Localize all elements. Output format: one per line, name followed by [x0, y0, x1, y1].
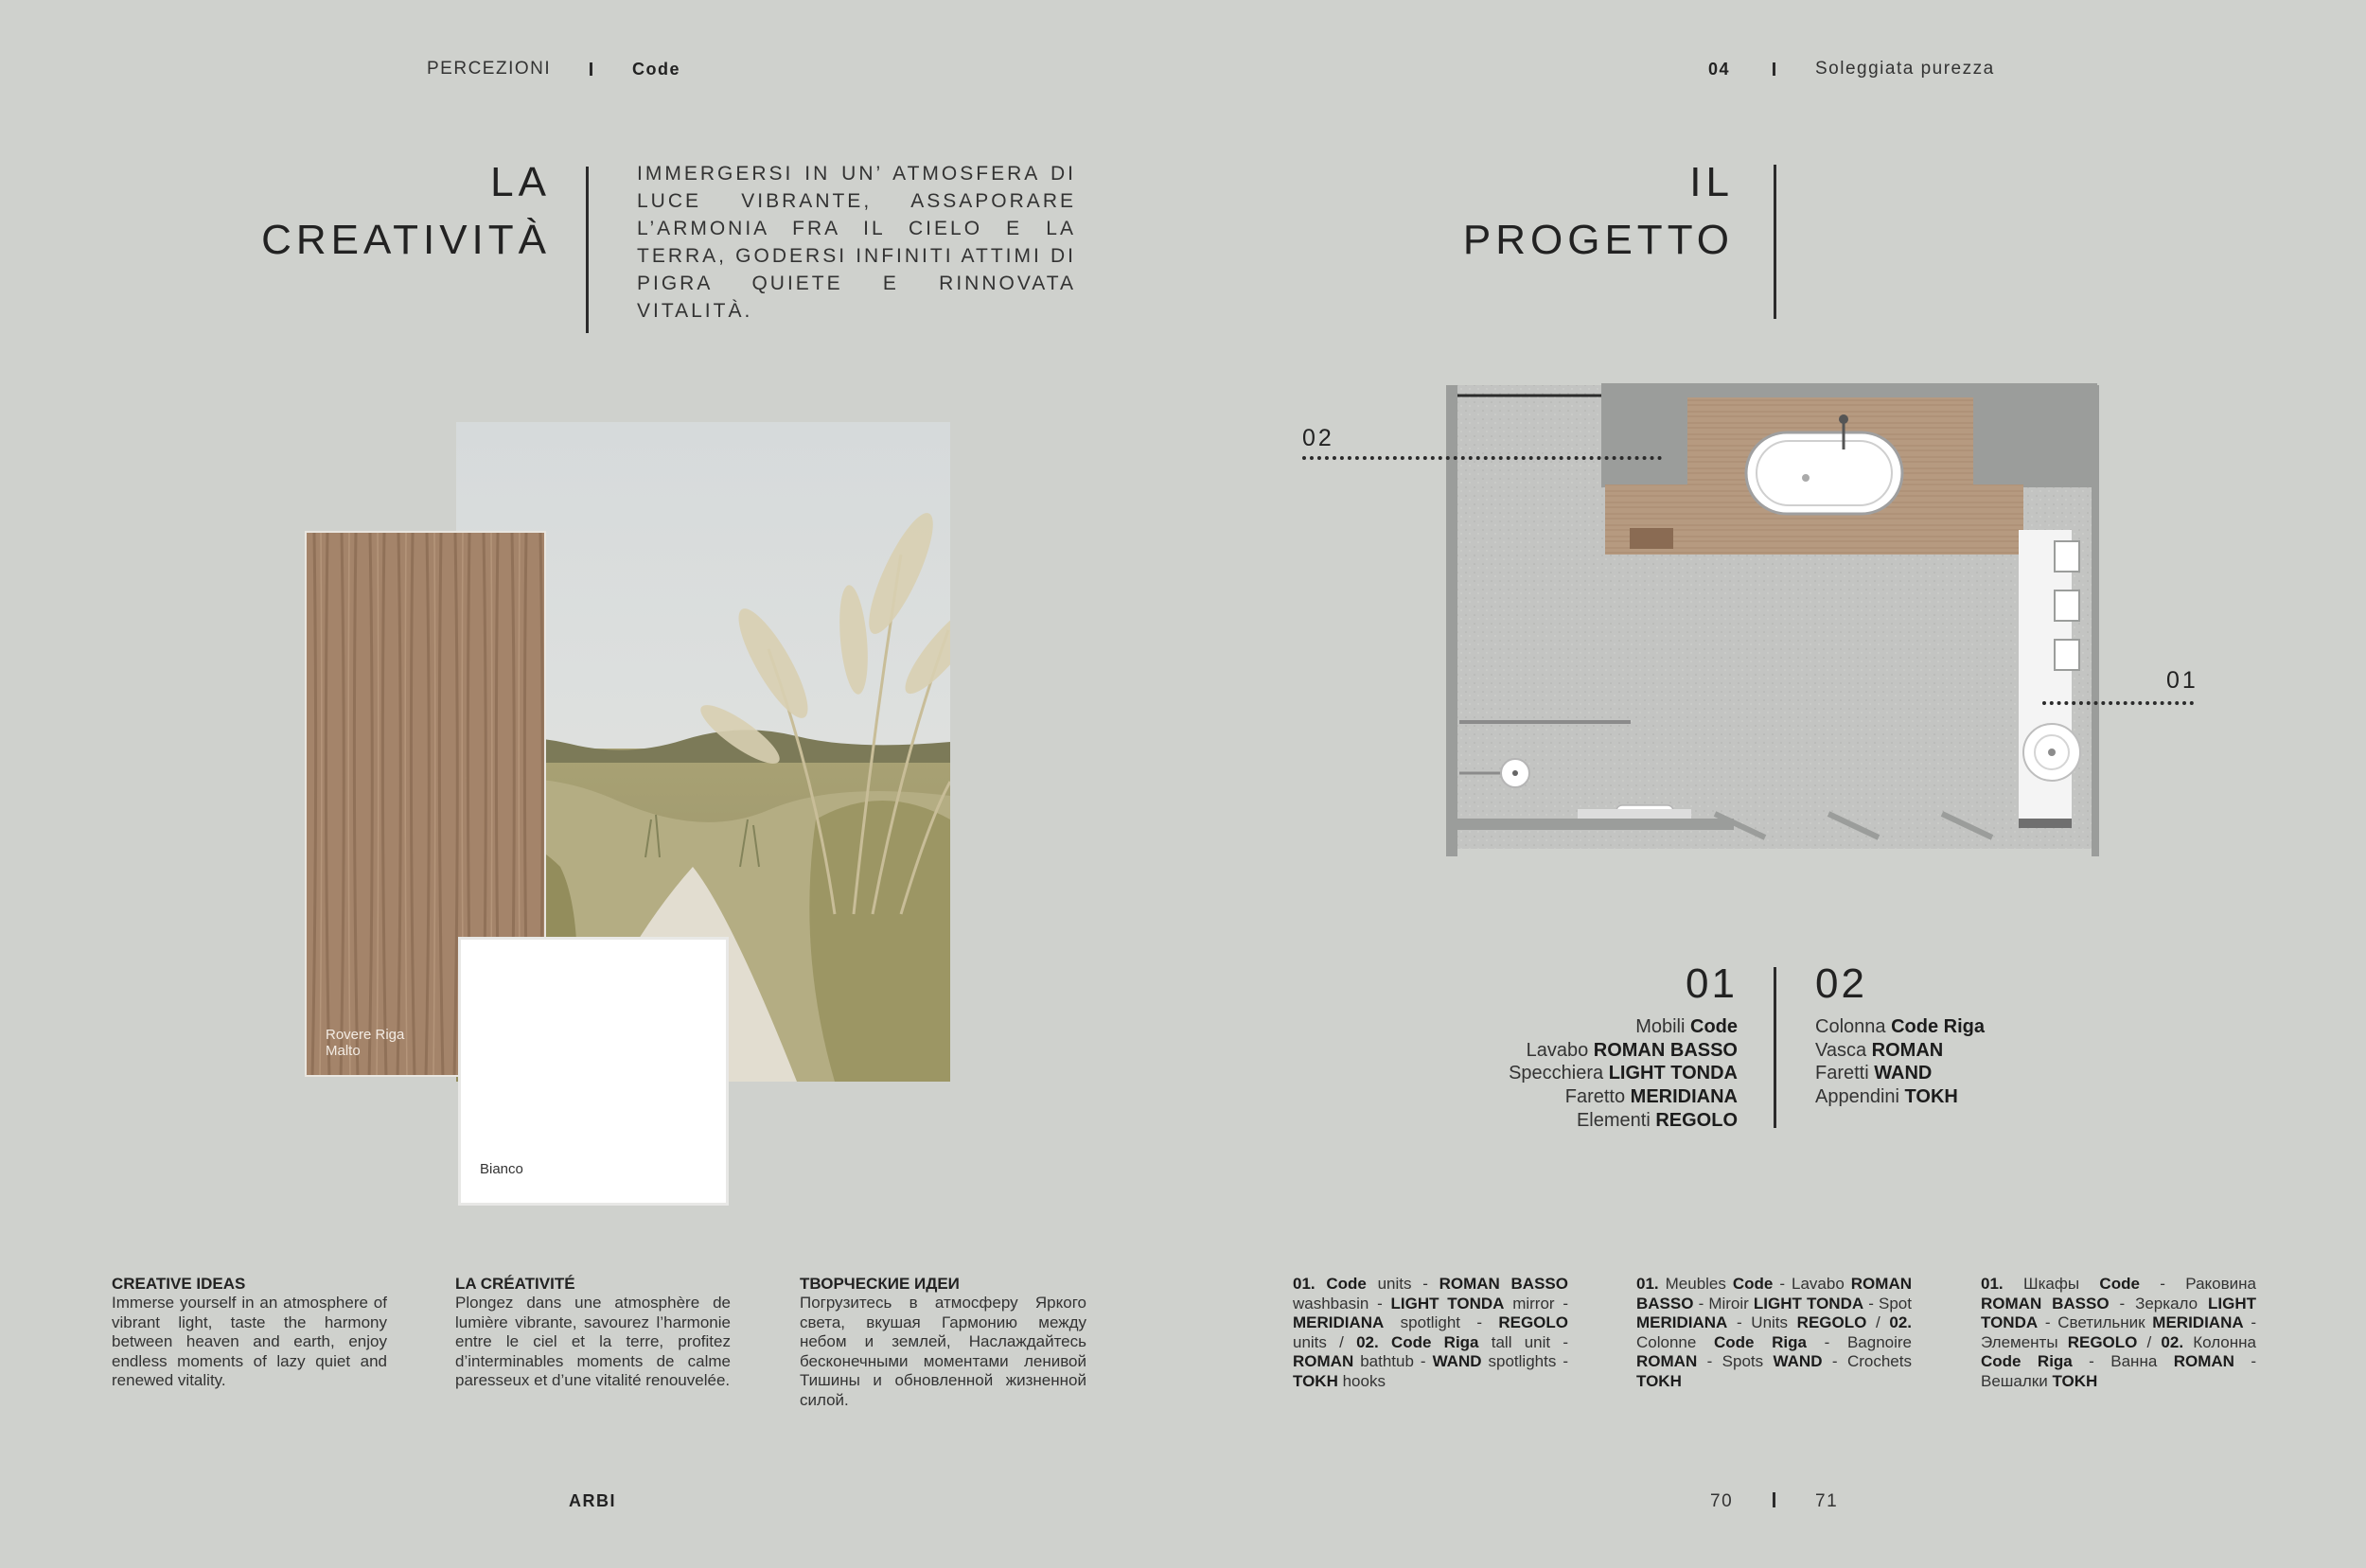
- product-text: Meubles: [1658, 1275, 1733, 1293]
- caption-heading: CREATIVE IDEAS: [112, 1275, 246, 1293]
- product-text: spotlight -: [1384, 1313, 1499, 1331]
- legend-item: [1815, 1039, 1985, 1063]
- product-name: ROMAN: [1293, 1352, 1354, 1370]
- title-line: CREATIVITÀ: [261, 217, 551, 263]
- product-name: ROMAN BASSO: [1981, 1294, 2110, 1313]
- legend-item-type: Colonna: [1815, 1016, 1892, 1037]
- product-name: ROMAN: [1636, 1352, 1698, 1370]
- legend-item-product: MERIDIANA: [1630, 1086, 1738, 1108]
- legend-item-type: Mobili: [1635, 1016, 1690, 1037]
- product-name: WAND: [1432, 1352, 1482, 1370]
- product-name: REGOLO: [1498, 1313, 1568, 1331]
- product-text: - Spots: [1697, 1352, 1774, 1370]
- product-text: mirror -: [1504, 1294, 1568, 1313]
- product-name: TOKH: [1636, 1371, 1682, 1390]
- product-name: REGOLO: [1796, 1313, 1867, 1331]
- legend-item: [1509, 1039, 1738, 1063]
- product-name: 01.: [1981, 1275, 2004, 1293]
- product-name: ROMAN BASSO: [1636, 1275, 1912, 1313]
- legend-divider: [1774, 967, 1776, 1128]
- page-title-left: [261, 153, 551, 269]
- caption-text: Immerse yourself in an atmosphere of vibrant light, taste the harmony between heaven and earth, enjoy endless moments of lazy quiet and renewed vitality.: [112, 1294, 387, 1389]
- product-text: - Units: [1727, 1313, 1797, 1331]
- title-divider: [586, 167, 589, 333]
- plan-callout-02: 02: [1302, 425, 1334, 451]
- product-name: 02. Code Riga: [1356, 1332, 1479, 1351]
- header-divider: [590, 62, 592, 76]
- product-text: - Элементы: [1981, 1313, 2257, 1351]
- section-label: PERCEZIONI: [427, 59, 552, 79]
- legend-item-product: Code Riga: [1891, 1016, 1985, 1037]
- callout-leader-01: [2042, 701, 2194, 705]
- plan-callout-01: 01: [2166, 667, 2198, 694]
- product-text: Colonne: [1636, 1332, 1714, 1351]
- legend-list-01: [1509, 1015, 1738, 1133]
- product-text: - Lavabo: [1773, 1275, 1851, 1293]
- legend-item-product: LIGHT TONDA: [1608, 1063, 1738, 1084]
- caption-text: Plongez dans une atmosphère de lumière vibrante, savourez l’harmonie entre le ciel et la terre, profitez d’interminables moments de calme paresseux et d’une vitalité renouvelée.: [455, 1294, 731, 1389]
- legend-item-product: ROMAN: [1871, 1039, 1944, 1061]
- product-text: spotlights -: [1481, 1352, 1568, 1370]
- product-name: TOKH: [1293, 1371, 1338, 1390]
- caption-heading: ТВОРЧЕСКИЕ ИДЕИ: [800, 1275, 960, 1293]
- legend-item: [1509, 1015, 1738, 1039]
- floor-plan: [1439, 374, 2106, 866]
- product-text: units -: [1366, 1275, 1439, 1293]
- page-number-left: 70: [1710, 1491, 1734, 1511]
- callout-leader-02: [1302, 456, 1662, 460]
- product-name: REGOLO: [2067, 1332, 2138, 1351]
- collection-label: Code: [632, 60, 680, 79]
- product-name: Code Riga: [1981, 1352, 2073, 1370]
- title-divider-right: [1774, 165, 1776, 319]
- product-text: - Miroir: [1693, 1294, 1754, 1313]
- page-number-right: 71: [1815, 1491, 1839, 1511]
- product-text: Колонна: [2183, 1332, 2256, 1351]
- product-text: - Зеркало: [2109, 1294, 2208, 1313]
- product-name: LIGHT TONDA: [1981, 1294, 2256, 1331]
- product-name: Code: [2099, 1275, 2140, 1293]
- product-name: Code Riga: [1713, 1332, 1807, 1351]
- products-french: [1636, 1275, 1912, 1391]
- caption-heading: LA CRÉATIVITÉ: [455, 1275, 575, 1293]
- product-name: MERIDIANA: [2152, 1313, 2244, 1331]
- legend-number-02: 02: [1815, 960, 1867, 1007]
- product-name: LIGHT TONDA: [1390, 1294, 1505, 1313]
- product-text: bathtub -: [1353, 1352, 1433, 1370]
- title-line: IL: [1689, 159, 1734, 205]
- brand-name: ARBI: [569, 1491, 616, 1510]
- product-name: 02.: [1889, 1313, 1912, 1331]
- caption-french: [455, 1275, 731, 1391]
- legend-item-type: Elementi: [1576, 1109, 1656, 1131]
- products-russian: [1981, 1275, 2256, 1391]
- legend-item-product: ROMAN BASSO: [1593, 1039, 1738, 1061]
- product-text: - Раковина: [2139, 1275, 2256, 1293]
- product-name: 01.: [1636, 1275, 1659, 1293]
- product-name: MERIDIANA: [1293, 1313, 1385, 1331]
- footer-divider: [1773, 1492, 1775, 1507]
- legend-item-product: Code: [1690, 1016, 1738, 1037]
- product-text: - Spot: [1863, 1294, 1912, 1313]
- floor-plan-drawing: [1439, 374, 2106, 866]
- legend-item-type: Faretto: [1564, 1086, 1631, 1108]
- product-text: - Ванна: [2072, 1352, 2174, 1370]
- caption-russian: [800, 1275, 1086, 1410]
- legend-item-type: Vasca: [1815, 1039, 1872, 1061]
- legend-number-01: 01: [1686, 960, 1738, 1007]
- chapter-number: 04: [1708, 60, 1731, 79]
- legend-item-type: Appendini: [1815, 1086, 1905, 1108]
- legend-item-product: WAND: [1874, 1063, 1933, 1084]
- product-name: WAND: [1773, 1352, 1823, 1370]
- chapter-title: Soleggiata purezza: [1815, 59, 1995, 79]
- product-text: - Bagnoire: [1806, 1332, 1912, 1351]
- title-line: PROGETTO: [1462, 217, 1734, 263]
- legend-item-product: REGOLO: [1655, 1109, 1738, 1131]
- product-name: ROMAN: [2173, 1352, 2234, 1370]
- product-text: Шкафы: [2003, 1275, 2100, 1293]
- white-swatch: [458, 937, 729, 1206]
- legend-item: [1815, 1062, 1985, 1085]
- legend-item: [1509, 1085, 1738, 1109]
- legend-item: [1815, 1015, 1985, 1039]
- product-text: - Вешалки: [1981, 1352, 2256, 1390]
- product-text: - Светильник: [2038, 1313, 2153, 1331]
- product-text: tall unit -: [1478, 1332, 1568, 1351]
- white-swatch-label: Bianco: [480, 1161, 523, 1177]
- product-text: units /: [1293, 1332, 1357, 1351]
- page-title-right: [1463, 153, 1734, 269]
- header-divider-right: [1773, 62, 1775, 76]
- legend-item: [1509, 1062, 1738, 1085]
- wood-swatch-label: [326, 1027, 404, 1059]
- wood-label-line: Rovere Riga: [326, 1027, 405, 1043]
- product-name: MERIDIANA: [1636, 1313, 1728, 1331]
- product-text: washbasin -: [1293, 1294, 1391, 1313]
- caption-english: [112, 1275, 387, 1391]
- legend-item-type: Specchiera: [1509, 1063, 1609, 1084]
- legend-item-type: Faretti: [1815, 1063, 1875, 1084]
- product-text: - Crochets: [1822, 1352, 1912, 1370]
- intro-text: IMMERGERSI IN UN’ ATMOSFERA DI LUCE VIBRANTE, ASSAPORARE L’ARMONIA FRA IL CIELO E LA TERRA, GODERSI INFINITI ATTIMI DI PIGRA QUIETE E RINNOVATA VITALITÀ.: [637, 163, 1076, 322]
- product-text: hooks: [1337, 1371, 1386, 1390]
- title-line: LA: [490, 159, 551, 205]
- product-name: 02.: [2161, 1332, 2184, 1351]
- legend-item: [1509, 1109, 1738, 1133]
- product-name: LIGHT TONDA: [1753, 1294, 1864, 1313]
- legend-list-02: [1815, 1015, 1985, 1109]
- legend-item: [1815, 1085, 1985, 1109]
- wood-label-line: Malto: [326, 1043, 361, 1059]
- product-text: /: [1866, 1313, 1890, 1331]
- products-english: [1293, 1275, 1568, 1391]
- product-name: 01. Code: [1293, 1275, 1367, 1293]
- caption-text: Погрузитесь в атмосферу Яркого света, вкушая Гармонию между небом и землей, Наслаждайтесь бесконечными моментами ленивой Тишины и обновленной жизненной силой.: [800, 1294, 1086, 1409]
- legend-item-type: Lavabo: [1526, 1039, 1594, 1061]
- product-name: Code: [1732, 1275, 1774, 1293]
- product-name: TOKH: [2052, 1371, 2098, 1390]
- product-text: /: [2137, 1332, 2162, 1351]
- product-name: ROMAN BASSO: [1439, 1275, 1568, 1293]
- legend-item-product: TOKH: [1904, 1086, 1958, 1108]
